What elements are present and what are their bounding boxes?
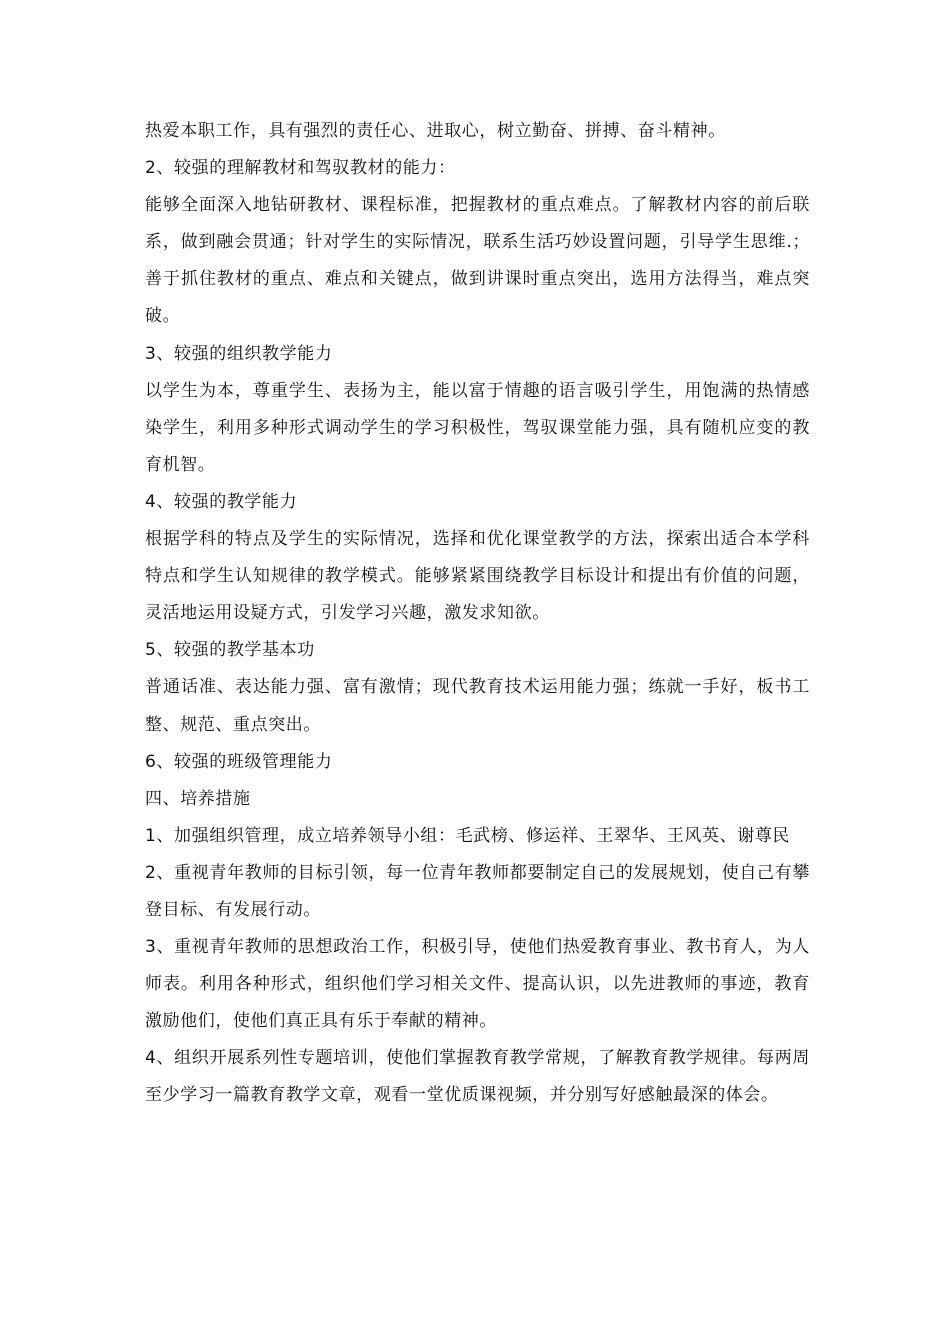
heading-organize-teaching: 3、较强的组织教学能力 <box>145 343 333 364</box>
paragraph-measure-3: 3、重视青年教师的思想政治工作，积极引导，使他们热爱教育事业、教书育人，为人师表。利用各种形式，组织他们学习相关文件、提高认识，以先进教师的事迹，教育激励他们，使他们真正具有乐于奉献的精神。 <box>145 937 810 1032</box>
heading-teaching-ability: 4、较强的教学能力 <box>145 491 298 512</box>
paragraph-basic-skills: 普通话准、表达能力强、富有激情；现代教育技术运用能力强；练就一手好，板书工整、规范、重点突出。 <box>145 677 810 735</box>
heading-textbook-ability: 2、较强的理解教材和驾驭教材的能力： <box>145 158 456 179</box>
paragraph-teaching-ability: 根据学科的特点及学生的实际情况，选择和优化课堂教学的方法，探索出适合本学科特点和学生认知规律的教学模式。能够紧紧围绕教学目标设计和提出有价值的问题，灵活地运用设疑方式，引发学习兴趣，激发求知欲。 <box>145 529 810 624</box>
paragraph-responsibility: 热爱本职工作，具有强烈的责任心、进取心，树立勤奋、拼搏、奋斗精神。 <box>145 121 726 141</box>
paragraph-textbook-ability: 能够全面深入地钻研教材、课程标准，把握教材的重点难点。了解教材内容的前后联系，做到融会贯通；针对学生的实际情况，联系生活巧妙设置问题，引导学生思维.；善于抓住教材的重点、难点和关键点，做到讲课时重点突出，选用方法得当，难点突破。 <box>145 195 810 327</box>
heading-basic-skills: 5、较强的教学基本功 <box>145 640 315 661</box>
document-body <box>145 113 810 1115</box>
paragraph-measure-1: 1、加强组织管理，成立培养领导小组：毛武榜、修运祥、王翠华、王风英、谢尊民 <box>145 825 791 846</box>
paragraph-organize-teaching: 以学生为本，尊重学生、表扬为主，能以富于情趣的语言吸引学生，用饱满的热情感染学生，利用多种形式调动学生的学习积极性，驾驭课堂能力强，具有随机应变的教育机智。 <box>145 380 810 475</box>
paragraph-measure-4: 4、组织开展系列性专题培训，使他们掌握教育教学常规，了解教育教学规律。每两周至少学习一篇教育教学文章，观看一堂优质课视频，并分别写好感触最深的体会。 <box>145 1048 810 1106</box>
paragraph-measure-2: 2、重视青年教师的目标引领，每一位青年教师都要制定自己的发展规划，使自己有攀登目标、有发展行动。 <box>145 862 810 920</box>
heading-class-management: 6、较强的班级管理能力 <box>145 751 333 772</box>
section-title-measures: 四、培养措施 <box>145 788 251 809</box>
